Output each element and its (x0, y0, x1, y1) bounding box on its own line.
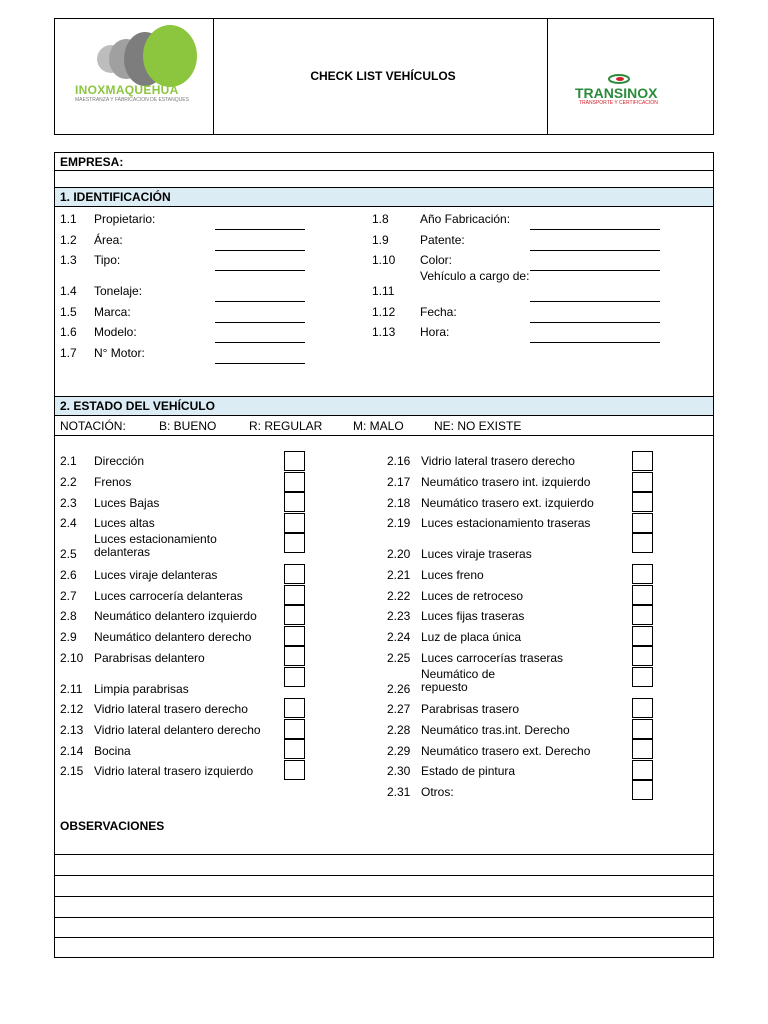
item-label: Vidrio lateral trasero izquierdo (94, 764, 254, 778)
field-number: 1.4 (60, 284, 77, 298)
field-label: N° Motor: (94, 346, 145, 360)
status-checkbox[interactable] (284, 698, 305, 718)
status-checkbox[interactable] (632, 719, 653, 739)
item-label: Limpia parabrisas (94, 682, 189, 696)
notation-label: NOTACIÓN: (60, 419, 126, 433)
item-label: Neumático delantero derecho (94, 630, 252, 644)
field-number: 1.7 (60, 346, 77, 360)
item-label: Neumático trasero ext. izquierdo (421, 496, 594, 510)
item-number: 2.11 (60, 682, 83, 696)
notation-bueno: B: BUENO (159, 419, 217, 433)
transinox-logo (573, 73, 693, 107)
field-label: Tonelaje: (94, 284, 143, 298)
item-label: Luces estacionamiento delanteras (94, 532, 217, 559)
logo-name: TRANSINOX (575, 85, 658, 101)
field-number: 1.9 (372, 233, 389, 247)
field-input-line[interactable] (215, 270, 305, 271)
field-input-line[interactable] (530, 301, 660, 302)
item-label: Luces carrocería delanteras (94, 589, 243, 603)
status-checkbox[interactable] (632, 626, 653, 646)
status-checkbox[interactable] (284, 492, 305, 512)
field-input-line[interactable] (215, 229, 305, 230)
observaciones-line (55, 896, 713, 897)
item-label: Dirección (94, 454, 145, 468)
item-number: 2.8 (60, 609, 77, 623)
item-number: 2.30 (387, 764, 411, 778)
item-number: 2.26 (387, 682, 411, 696)
item-number: 2.3 (60, 496, 77, 510)
item-number: 2.7 (60, 589, 77, 603)
item-number: 2.31 (387, 785, 411, 799)
row-divider (55, 435, 713, 436)
field-label: Fecha: (420, 305, 457, 319)
status-checkbox[interactable] (632, 513, 653, 533)
status-checkbox[interactable] (632, 472, 653, 492)
item-label: Luces viraje delanteras (94, 568, 218, 582)
status-checkbox[interactable] (632, 780, 653, 800)
observaciones-line (55, 875, 713, 876)
transinox-swoosh-icon (607, 73, 631, 85)
status-checkbox[interactable] (284, 719, 305, 739)
field-number: 1.10 (372, 253, 396, 267)
section-identificacion-header (55, 187, 713, 207)
field-label: Color: (420, 253, 453, 267)
item-number: 2.17 (387, 475, 411, 489)
field-number: 1.2 (60, 233, 77, 247)
field-number: 1.3 (60, 253, 77, 267)
item-label: Luces de retroceso (421, 589, 524, 603)
section-estado-header (55, 396, 713, 416)
item-number: 2.29 (387, 744, 411, 758)
field-number: 1.5 (60, 305, 77, 319)
row-divider (55, 170, 713, 171)
item-label: Luces viraje traseras (421, 547, 532, 561)
field-number: 1.12 (372, 305, 396, 319)
status-checkbox[interactable] (284, 585, 305, 605)
item-number: 2.6 (60, 568, 77, 582)
status-checkbox[interactable] (632, 646, 653, 666)
item-number: 2.4 (60, 516, 77, 530)
field-input-line[interactable] (215, 363, 305, 364)
item-number: 2.18 (387, 496, 411, 510)
field-input-line[interactable] (530, 270, 660, 271)
status-checkbox[interactable] (284, 626, 305, 646)
field-number: 1.6 (60, 325, 77, 339)
item-number: 2.21 (387, 568, 411, 582)
status-checkbox[interactable] (632, 564, 653, 584)
item-number: 2.25 (387, 651, 411, 665)
field-label: Modelo: (94, 325, 137, 339)
status-checkbox[interactable] (284, 667, 305, 687)
item-number: 2.1 (60, 454, 77, 468)
status-checkbox[interactable] (632, 760, 653, 780)
status-checkbox[interactable] (632, 667, 653, 687)
item-label: Luces estacionamiento traseras (421, 516, 591, 530)
document-title: CHECK LIST VEHÍCULOS (310, 69, 456, 83)
status-checkbox[interactable] (284, 646, 305, 666)
field-label: Marca: (94, 305, 131, 319)
status-checkbox[interactable] (632, 739, 653, 759)
item-number: 2.20 (387, 547, 411, 561)
field-label: Tipo: (94, 253, 121, 267)
observaciones-line (55, 854, 713, 855)
status-checkbox[interactable] (284, 533, 305, 553)
inoxmaquehua-logo (71, 23, 211, 119)
field-label: Patente: (420, 233, 465, 247)
item-label: Luces altas (94, 516, 155, 530)
notation-no-existe: NE: NO EXISTE (434, 419, 522, 433)
item-number: 2.22 (387, 589, 411, 603)
status-checkbox[interactable] (284, 513, 305, 533)
field-input-line[interactable] (530, 322, 660, 323)
item-label: Neumático trasero int. izquierdo (421, 475, 591, 489)
item-number: 2.15 (60, 764, 84, 778)
header-divider (213, 19, 214, 134)
status-checkbox[interactable] (632, 585, 653, 605)
field-label: Vehículo a cargo de: (420, 269, 530, 283)
item-label: Luz de placa única (421, 630, 522, 644)
item-number: 2.5 (60, 547, 77, 561)
item-label: Vidrio lateral trasero derecho (421, 454, 575, 468)
logo-tagline: TRANSPORTE Y CERTIFICACION (579, 100, 658, 106)
item-label: Parabrisas delantero (94, 651, 205, 665)
status-checkbox[interactable] (284, 760, 305, 780)
field-input-line[interactable] (215, 342, 305, 343)
field-input-line[interactable] (530, 250, 660, 251)
observaciones-line (55, 917, 713, 918)
observaciones-label: OBSERVACIONES (60, 819, 165, 833)
item-number: 2.24 (387, 630, 411, 644)
item-number: 2.28 (387, 723, 411, 737)
item-number: 2.23 (387, 609, 411, 623)
status-checkbox[interactable] (284, 605, 305, 625)
item-number: 2.9 (60, 630, 77, 644)
field-number: 1.11 (372, 284, 395, 298)
item-label: Vidrio lateral delantero derecho (94, 723, 261, 737)
item-number: 2.10 (60, 651, 84, 665)
document-header (54, 18, 714, 135)
field-input-line[interactable] (530, 342, 660, 343)
item-label: Neumático tras.int. Derecho (421, 723, 570, 737)
status-checkbox[interactable] (284, 739, 305, 759)
field-input-line[interactable] (215, 250, 305, 251)
observaciones-line (55, 937, 713, 938)
item-label: Luces fijas traseras (421, 609, 525, 623)
item-number: 2.2 (60, 475, 77, 489)
field-input-line[interactable] (530, 229, 660, 230)
item-number: 2.14 (60, 744, 84, 758)
item-label: Otros: (421, 785, 454, 799)
item-label: Neumático delantero izquierdo (94, 609, 257, 623)
field-label: Área: (94, 233, 123, 247)
logo-tagline: MAESTRANZA Y FABRICACION DE ESTANQUES (75, 97, 189, 103)
status-checkbox[interactable] (284, 564, 305, 584)
status-checkbox[interactable] (284, 451, 305, 471)
notation-regular: R: REGULAR (249, 419, 323, 433)
item-number: 2.13 (60, 723, 84, 737)
field-label: Propietario: (94, 212, 156, 226)
field-number: 1.1 (60, 212, 77, 226)
item-label: Luces carrocerías traseras (421, 651, 564, 665)
inoxmaquehua-logo-graphic (71, 23, 211, 119)
status-checkbox[interactable] (632, 605, 653, 625)
item-number: 2.12 (60, 702, 84, 716)
logo-name: INOXMAQUEHUA (75, 83, 179, 97)
status-checkbox[interactable] (632, 533, 653, 553)
item-number: 2.27 (387, 702, 411, 716)
item-label: Frenos (94, 475, 132, 489)
field-label: Hora: (420, 325, 450, 339)
field-input-line[interactable] (215, 301, 305, 302)
empresa-label: EMPRESA: (60, 155, 124, 169)
item-label: Parabrisas trasero (421, 702, 520, 716)
status-checkbox[interactable] (284, 472, 305, 492)
section-title: 1. IDENTIFICACIÓN (60, 190, 171, 204)
notation-malo: M: MALO (353, 419, 404, 433)
field-number: 1.8 (372, 212, 389, 226)
item-label: Luces Bajas (94, 496, 160, 510)
item-number: 2.19 (387, 516, 411, 530)
item-label: Estado de pintura (421, 764, 516, 778)
status-checkbox[interactable] (632, 492, 653, 512)
section-title: 2. ESTADO DEL VEHÍCULO (60, 399, 215, 413)
status-checkbox[interactable] (632, 698, 653, 718)
item-number: 2.16 (387, 454, 411, 468)
item-label: Neumático trasero ext. Derecho (421, 744, 591, 758)
item-label: Vidrio lateral trasero derecho (94, 702, 248, 716)
checklist-form (54, 152, 714, 958)
item-label: Bocina (94, 744, 131, 758)
item-label: Luces freno (421, 568, 484, 582)
item-label: Neumático de repuesto (421, 667, 496, 694)
field-number: 1.13 (372, 325, 396, 339)
field-label: Año Fabricación: (420, 212, 511, 226)
status-checkbox[interactable] (632, 451, 653, 471)
field-input-line[interactable] (215, 322, 305, 323)
